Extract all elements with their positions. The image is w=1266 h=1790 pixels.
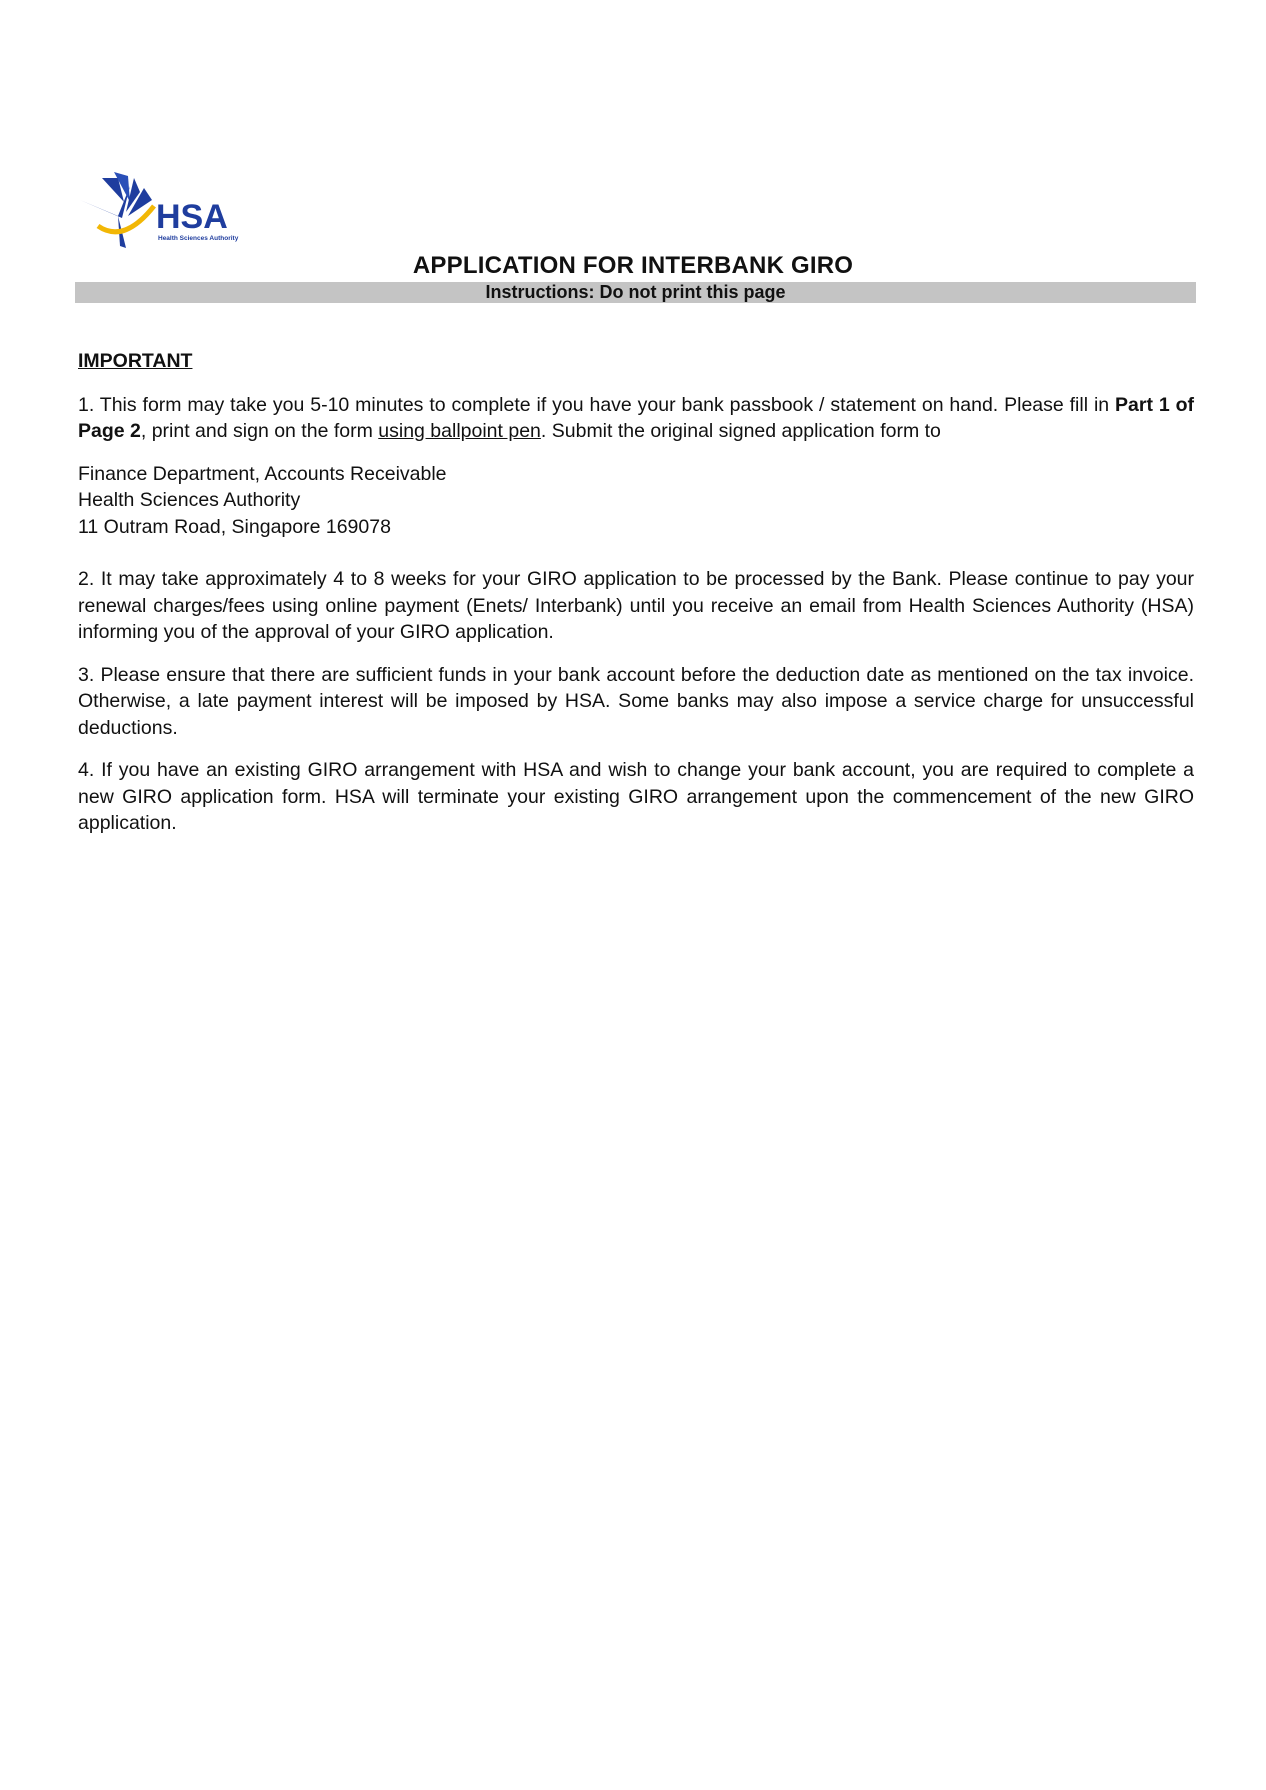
paragraph-1-text-a: 1. This form may take you 5-10 minutes to complete if you have your bank passbook / statement on hand. Please fill in (78, 393, 1116, 416)
mailing-address (78, 461, 1194, 541)
paragraph-1-text-b: , print and sign on the form (140, 420, 379, 442)
hsa-logo-icon (78, 172, 248, 254)
paragraph-2: 2. It may take approximately 4 to 8 weeks for your GIRO application to be processed by the Bank. Please continue to pay your renewal charges/fees using online payment (Enets/ Interbank) until you receive an email from Health Sciences Authority (HSA) informing you of the approval of your GIRO application. (78, 568, 1194, 643)
paragraph-4: 4. If you have an existing GIRO arrangement with HSA and wish to change your bank account, you are required to complete a new GIRO application form. HSA will terminate your existing GIRO arrangement upon the commencement of the new GIRO application. (78, 759, 1194, 834)
paragraph-1 (78, 392, 1194, 445)
svg-text:HSA: HSA (156, 198, 228, 236)
hsa-logo (78, 172, 248, 254)
important-heading: IMPORTANT (78, 350, 193, 372)
page-title: APPLICATION FOR INTERBANK GIRO (412, 252, 854, 279)
address-line: Health Sciences Authority (78, 489, 301, 511)
paragraph-1-bold: Part 1 of Page 2 (78, 393, 1194, 442)
instructions-bar: Instructions: Do not print this page (75, 282, 1196, 303)
paragraph-3: 3. Please ensure that there are sufficient funds in your bank account before the deduction date as mentioned on the tax invoice. Otherwise, a late payment interest will be imposed by HSA. Some banks may also impose a service charge for unsuccessful deductions. (78, 663, 1194, 739)
paragraph-1-underline: using ballpoint pen (378, 420, 541, 442)
important-section (78, 348, 1194, 853)
address-line: Finance Department, Accounts Receivable (78, 462, 447, 485)
address-line: 11 Outram Road, Singapore 169078 (78, 515, 391, 538)
svg-text:Health Sciences Authority: Health Sciences Authority (158, 235, 239, 242)
paragraph-1-text-c: . Submit the original signed application form to (540, 420, 941, 442)
